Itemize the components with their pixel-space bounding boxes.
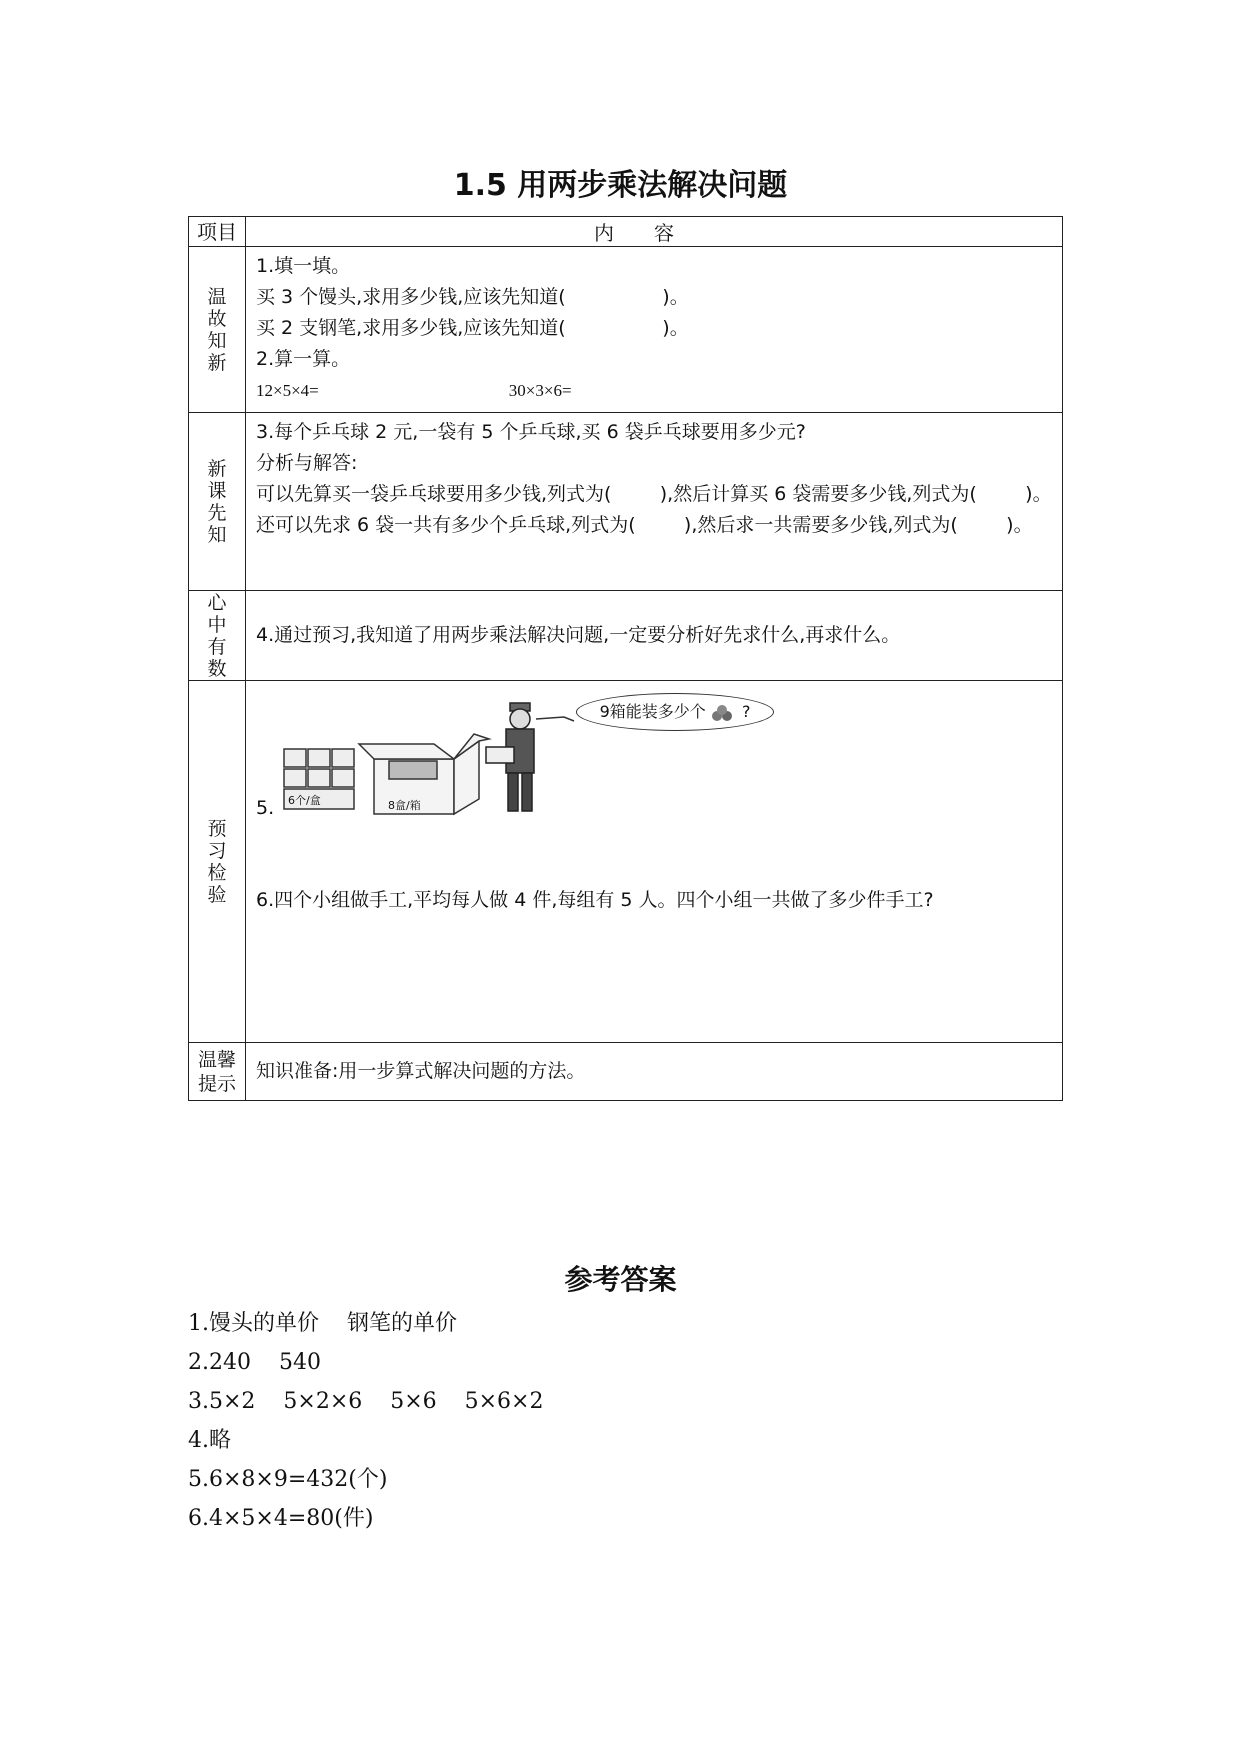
question-3: 3.每个乒乓球 2 元,一袋有 5 个乒乓球,买 6 袋乒乓球要用多少元?: [256, 421, 806, 443]
summary-label: [189, 591, 246, 681]
question-1-heading: 1.填一填。: [256, 255, 351, 277]
ball-pile-icon: [711, 704, 737, 722]
bubble-text: 9箱能装多少个: [599, 702, 706, 721]
answer-line: 5.6×8×9=432(个): [188, 1467, 388, 1492]
label-char: 故: [207, 307, 227, 330]
question-4: 4.通过预习,我知道了用两步乘法解决问题,一定要分析好先求什么,再求什么。: [256, 624, 901, 646]
new-lesson-content: [246, 413, 1063, 591]
answer-line: 4.略: [188, 1428, 231, 1453]
new-lesson-label: [189, 413, 246, 591]
review-content: [246, 247, 1063, 413]
answer-line: 1.馒头的单价 钢笔的单价: [188, 1311, 457, 1336]
label-char: 知: [207, 523, 227, 546]
table-header-row: [189, 217, 1063, 247]
worker-icon: [486, 703, 534, 811]
label-char: 验: [207, 883, 227, 906]
worksheet-table: [188, 216, 1063, 1101]
label-char: 先: [207, 501, 227, 524]
new-lesson-row: [189, 413, 1063, 591]
question-5-figure: [256, 689, 1052, 819]
label-char: 数: [207, 657, 227, 680]
summary-row: [189, 591, 1063, 681]
tips-label: [189, 1043, 246, 1101]
answer-line: 2.240 540: [188, 1350, 321, 1375]
analysis-heading: 分析与解答:: [256, 452, 358, 474]
calc-2: 30×3×6=: [508, 381, 572, 400]
carton-icon: [359, 734, 489, 814]
question-1b: 买 2 支钢笔,求用多少钱,应该先知道( )。: [256, 317, 689, 339]
header-item-cell: 项目: [189, 217, 246, 247]
analysis-text: 可以先算买一袋乒乓球要用多少钱,列式为( ),然后计算买 6 袋需要多少钱,列式为( )。还可以先求 6 袋一共有多少个乒乓球,列式为( ),然后求一共需要多少钱,列式为( )。: [256, 483, 1052, 536]
preview-check-label: [189, 681, 246, 1043]
header-content-cell: 内容: [246, 217, 1063, 247]
label-line: 温馨: [197, 1048, 236, 1071]
answer-line: 3.5×2 5×2×6 5×6 5×6×2: [188, 1389, 544, 1414]
tips-row: [189, 1043, 1063, 1101]
label-char: 有: [207, 635, 227, 658]
question-1a: 买 3 个馒头,求用多少钱,应该先知道( )。: [256, 286, 689, 308]
label-char: 检: [207, 861, 227, 884]
label-char: 课: [207, 479, 227, 502]
label-line: 提示: [197, 1072, 236, 1095]
calc-1: 12×5×4=: [256, 381, 319, 400]
label-char: 知: [207, 329, 227, 352]
label-char: 心: [207, 591, 227, 614]
preview-check-row: [189, 681, 1063, 1043]
tips-text: 知识准备:用一步算式解决问题的方法。: [256, 1060, 586, 1082]
box1-label: 6个/盒: [288, 794, 321, 807]
label-char: 新: [207, 457, 227, 480]
box2-label: 8盒/箱: [388, 799, 421, 812]
question-6: 6.四个小组做手工,平均每人做 4 件,每组有 5 人。四个小组一共做了多少件手工?: [256, 889, 934, 911]
review-label: [189, 247, 246, 413]
summary-content: [246, 591, 1063, 681]
bubble-tail-icon: [536, 717, 574, 721]
question-5-number: 5.: [256, 797, 275, 819]
calc-line: [256, 375, 1052, 406]
label-char: 新: [207, 351, 227, 374]
label-char: 中: [207, 613, 227, 636]
label-char: 温: [207, 285, 227, 308]
preview-check-content: [246, 681, 1063, 1043]
tips-content: [246, 1043, 1063, 1101]
answers-list: [188, 1304, 543, 1538]
answer-line: 6.4×5×4=80(件): [188, 1506, 374, 1531]
speech-bubble: [576, 693, 774, 731]
label-char: 习: [207, 839, 227, 862]
page-title: 1.5 用两步乘法解决问题: [453, 168, 788, 203]
bubble-question-mark: ?: [741, 702, 751, 721]
question-2-heading: 2.算一算。: [256, 348, 351, 370]
review-row: [189, 247, 1063, 413]
label-char: 预: [207, 817, 227, 840]
answers-title: 参考答案: [564, 1263, 677, 1296]
